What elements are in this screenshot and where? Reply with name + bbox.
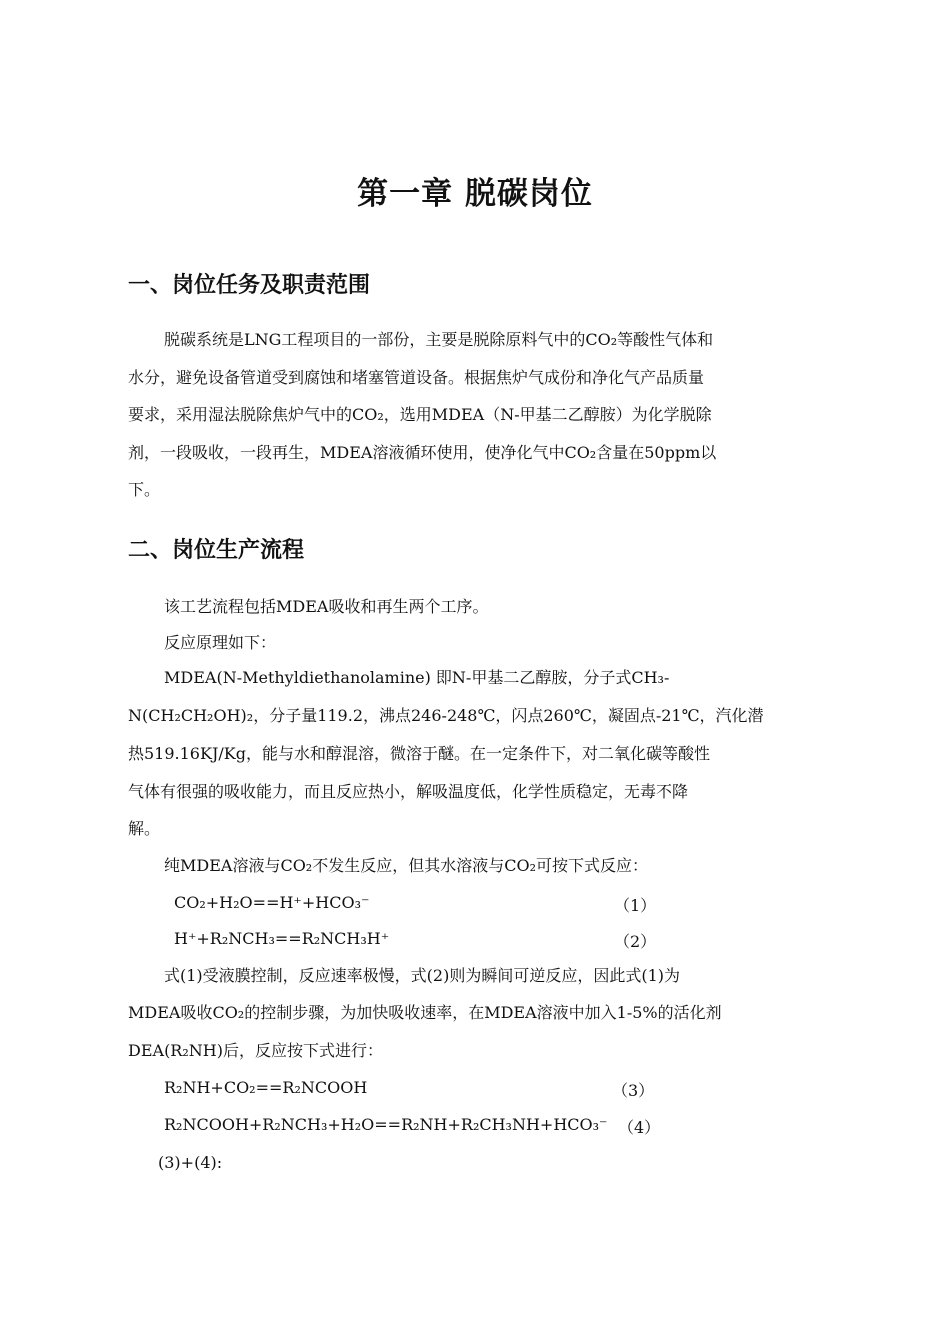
- mdea-line-4: 气体有很强的吸收能力，而且反应热小，解吸温度低，化学性质稳定，无毒不降: [128, 782, 689, 801]
- section1-line-2: 水分，避免设备管道受到腐蚀和堵塞管道设备。根据焦炉气成份和净化气产品质量: [128, 368, 705, 387]
- section1-line-4: 剂，一段吸收，一段再生，MDEA溶液循环使用，使净化气中CO₂含量在50ppm以: [128, 443, 717, 462]
- section2-heading: 二、岗位生产流程: [128, 538, 305, 563]
- equation-4-number: （4）: [618, 1118, 661, 1137]
- process-intro: 该工艺流程包括MDEA吸收和再生两个工序。: [164, 597, 489, 616]
- control-line-3: DEA(R₂NH)后，反应按下式进行：: [128, 1041, 383, 1060]
- equation-3-number: （3）: [612, 1081, 655, 1100]
- equation-2-number: （2）: [614, 932, 657, 951]
- section1-line-5: 下。: [128, 480, 161, 499]
- section1-heading: 一、岗位任务及职责范围: [128, 273, 371, 298]
- mdea-line-1: MDEA(N-Methyldiethanolamine) 即N-甲基二乙醇胺，分子式CH₃-: [164, 668, 670, 687]
- equation-sum: (3)+(4):: [158, 1153, 223, 1172]
- mdea-line-3: 热519.16KJ/Kg，能与水和醇混溶，微溶于醚。在一定条件下，对二氧化碳等酸性: [128, 744, 710, 763]
- section1-line-3: 要求，采用湿法脱除焦炉气中的CO₂，选用MDEA（N-甲基二乙醇胺）为化学脱除: [128, 405, 712, 424]
- section1-line-1: 脱碳系统是LNG工程项目的一部份，主要是脱除原料气中的CO₂等酸性气体和: [164, 330, 714, 349]
- equation-1: CO₂+H₂O==H⁺+HCO₃⁻: [174, 893, 370, 912]
- chapter-title: 第一章 脱碳岗位: [357, 176, 593, 212]
- equation-4: R₂NCOOH+R₂NCH₃+H₂O==R₂NH+R₂CH₃NH+HCO₃⁻: [164, 1115, 608, 1134]
- equation-1-number: （1）: [614, 896, 657, 915]
- equation-2: H⁺+R₂NCH₃==R₂NCH₃H⁺: [174, 929, 390, 948]
- control-line-2: MDEA吸收CO₂的控制步骤，为加快吸收速率，在MDEA溶液中加入1-5%的活化剂: [128, 1003, 722, 1022]
- control-line-1: 式(1)受液膜控制，反应速率极慢，式(2)则为瞬间可逆反应，因此式(1)为: [164, 966, 680, 985]
- mdea-line-2: N(CH₂CH₂OH)₂，分子量119.2，沸点246-248℃，闪点260℃，凝固点-21℃，汽化潜: [128, 706, 764, 725]
- equation-3: R₂NH+CO₂==R₂NCOOH: [164, 1078, 368, 1097]
- reaction-intro: 纯MDEA溶液与CO₂不发生反应，但其水溶液与CO₂可按下式反应：: [164, 856, 648, 875]
- principle-intro: 反应原理如下：: [164, 633, 277, 652]
- mdea-line-5: 解。: [128, 819, 161, 838]
